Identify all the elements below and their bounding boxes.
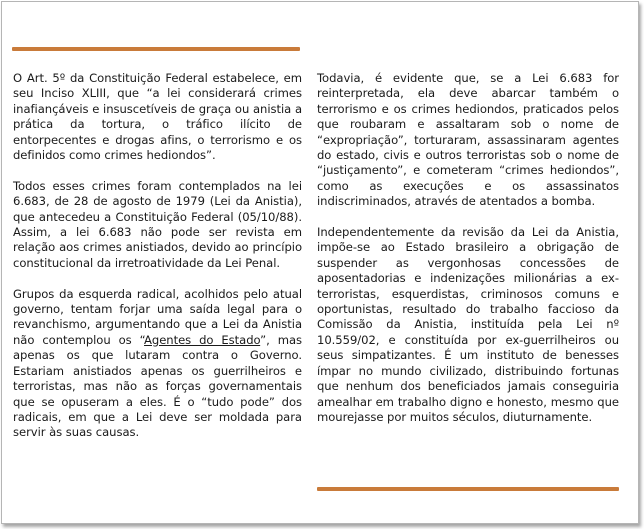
bottom-divider-rule	[317, 487, 619, 491]
agentes-do-estado-link[interactable]: Agentes do Estado	[144, 332, 261, 347]
left-paragraph-3-end: ”, mas apenas os que lutaram contra o Governo. Estariam anistiados apenas os guerrilheiros e terroristas, mas não as forças governamentais que se opuseram a eles. É o “tudo pode” dos radicais, em que a Lei deve ser moldada para servir às suas causas.	[13, 332, 302, 440]
page-frame	[1, 1, 639, 524]
top-divider-rule	[12, 47, 300, 51]
left-paragraph-2: Todos esses crimes foram contemplados na lei 6.683, de 28 de agosto de 1979 (Lei da Anistia), que antecedeu a Constituição Federal (05/10/88). Assim, a lei 6.683 não pode ser revista em relação aos crimes anistiados, devido ao princípio constitucional da irretroatividade da Lei Penal.	[13, 178, 302, 270]
left-paragraph-3	[13, 287, 302, 441]
right-paragraph-1: Todavia, é evidente que, se a Lei 6.683 for reinterpretada, ela deve abarcar também o terrorismo e os crimes hediondos, praticados pelos que roubaram e assaltaram sob o nome de “expropriação”, torturaram, assassinaram agentes do estado, civis e outros terroristas sob o nome de “justiçamento”, e cometeram “crimes hediondos”, como as execuções e os assassinatos indiscriminados, através de atentados a bomba.	[317, 71, 619, 209]
right-text-column	[317, 71, 619, 425]
left-text-column	[13, 71, 302, 441]
left-paragraph-3-start: Grupos da esquerda radical, acolhidos pelo atual governo, tentam forjar uma saída legal para o revanchismo, argumentando que a Lei da Anistia não contemplou os “	[13, 286, 302, 347]
right-paragraph-2: Independentemente da revisão da Lei da Anistia, impõe-se ao Estado brasileiro a obrigação de suspender as vergonhosas concessões de aposentadorias e indenizações milionárias a ex-terroristas, esquerdistas, criminosos comuns e oportunistas, resultado do trabalho faccioso da Comissão da Anistia, instituída pela Lei nº 10.559/02, e constituída por ex-guerrilheiros ou seus simpatizantes. É um instituto de benesses ímpar no mundo civilizado, distribuindo fortunas que nenhum dos beneficiados jamais conseguiria amealhar em trabalho digno e honesto, mesmo que mourejasse por muitos séculos, diuturnamente.	[317, 225, 619, 424]
left-paragraph-1: O Art. 5º da Constituição Federal estabelece, em seu Inciso XLIII, que “a lei considerará crimes inafiançáveis e insuscetíveis de graça ou anistia a prática da tortura, o tráfico ilícito de entorpecentes e drogas afins, o terrorismo e os definidos como crimes hediondos”.	[13, 71, 302, 163]
